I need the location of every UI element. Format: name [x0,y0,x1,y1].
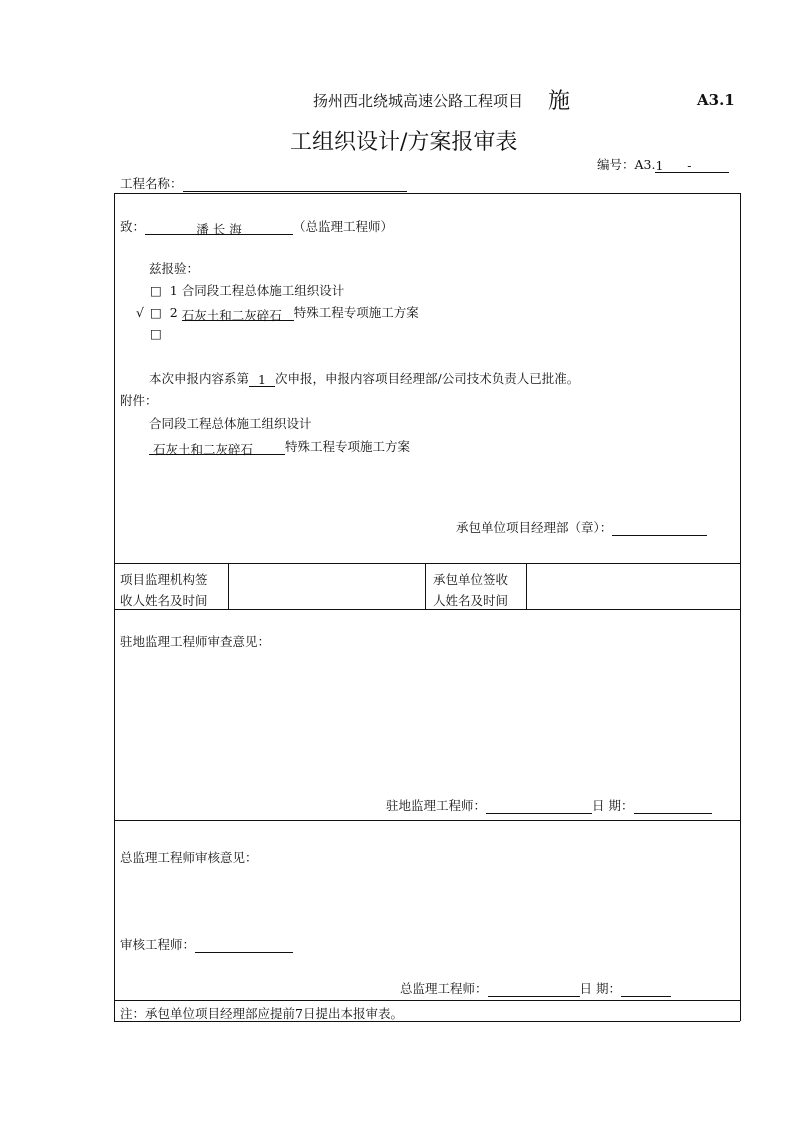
attachments-label: 附件： [120,393,158,408]
chief-sign: 总监理工程师： 日 期： [400,979,671,997]
project-name-header: 扬州西北绕城高速公路工程项目 [313,92,524,110]
contractor-receipt-label: 承包单位签收 人姓名及时间 [433,572,509,608]
project-name-row: 工程名称： [120,174,407,192]
chief-date-field[interactable] [621,982,671,997]
resident-sign: 驻地监理工程师： 日 期： [386,796,712,814]
form-number: 编号：A3.1 - [597,155,729,173]
supervisor-receipt-label: 项目监理机构签 收人姓名及时间 [120,572,208,608]
statement: 本次申报内容系第 1 次申报，申报内容项目经理部/公司技术负责人已批准。 [149,371,580,387]
reviewer-sign: 审核工程师： [120,935,293,953]
resident-opinion-label: 驻地监理工程师审查意见： [120,634,271,649]
reviewer-sign-field[interactable] [195,938,293,953]
form-title: 工组织设计/方案报审表 [290,130,518,155]
resident-sign-field[interactable] [486,799,592,814]
submission-count[interactable]: 1 [249,372,275,387]
item-row-2: √ □ 2 石灰土和二灰碎石 特殊工程专项施工方案 [136,305,419,323]
project-name-field[interactable] [183,177,407,192]
checkbox[interactable]: □ [150,283,162,298]
item-row-1: □ 1 合同段工程总体施工组织设计 [150,283,345,298]
submit-label: 兹报验： [149,261,200,276]
checkbox[interactable]: □ [150,305,162,320]
number-field[interactable]: 1 - [655,158,729,173]
attachment-1: 合同段工程总体施工组织设计 [149,416,312,431]
attachment-2: 石灰土和二灰碎石 特殊工程专项施工方案 [149,437,410,455]
addressee-field[interactable]: 潘 长 海 [145,220,293,235]
checkbox[interactable]: □ [150,326,162,341]
contractor-sign-field[interactable] [612,521,707,536]
item-2-fill[interactable]: 石灰土和二灰碎石 [182,306,294,321]
form-code: A3.1 [697,91,735,109]
contractor-sign: 承包单位项目经理部（章）： [456,518,707,536]
supervisor-receipt-field[interactable] [229,564,424,608]
addressee-row: 致： 潘 长 海 （总监理工程师） [120,219,394,237]
contractor-receipt-field[interactable] [527,564,739,608]
item-row-3 [136,326,162,341]
footnote: 注：承包单位项目经理部应提前7日提出本报审表。 [120,1006,403,1021]
chief-opinion-label: 总监理工程师审核意见： [120,850,258,865]
chief-sign-field[interactable] [488,982,580,997]
resident-date-field[interactable] [634,799,712,814]
title-first-char: 施 [548,89,571,114]
